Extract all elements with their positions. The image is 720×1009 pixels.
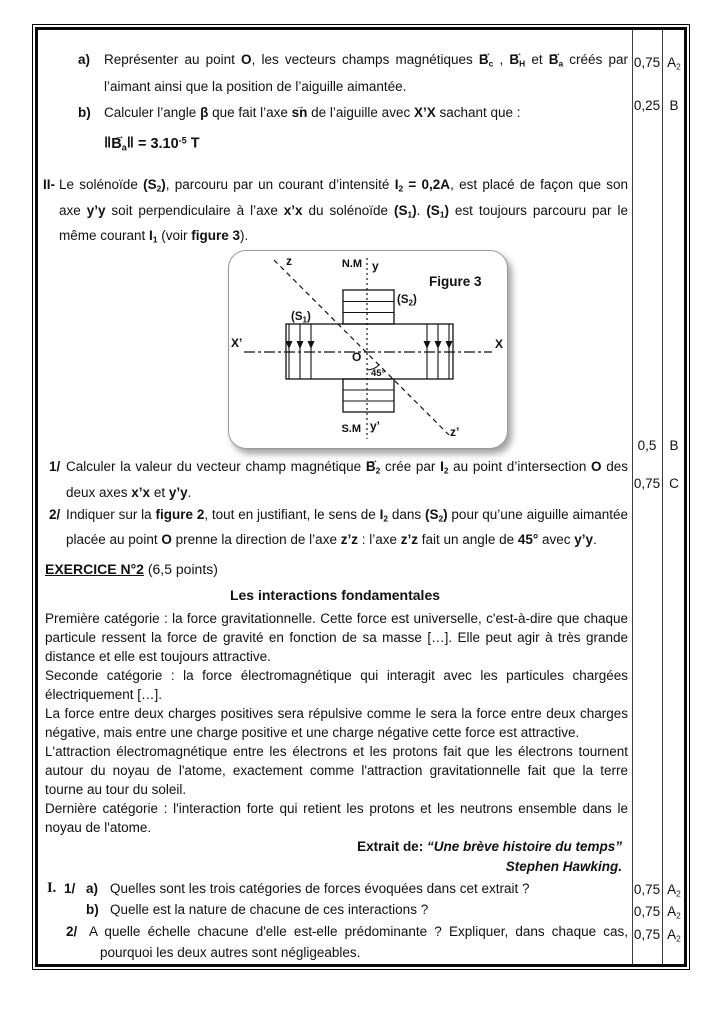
grade-level: $A_2$	[667, 904, 681, 921]
label-south-magnetic: S.M	[341, 423, 361, 436]
question-IIa	[42, 48, 628, 98]
paragraph: L'attraction électromagnétique entre les électrons et les protons fait que les électrons tournent autour du noyau de l'atome, exactement comme l'attraction gravitationnelle fait que la terre tourne au tour du soleil.	[45, 743, 628, 797]
grade-column-divider-1	[632, 30, 633, 964]
exercise2-extract	[42, 609, 628, 877]
solenoid-s2-top	[343, 290, 394, 324]
paragraph: La force entre deux charges positives sera répulsive comme le sera la force entre deux charges négative, mais entre une charge positive et une charge négative cette force est attractive.	[45, 705, 628, 740]
question-IIb-text: Calculer l’angle β que fait l’axe → sn de l’aiguille avec X’X sachant que :	[104, 105, 521, 120]
extract-author: Stephen Hawking.	[505, 858, 622, 874]
question-I1b-text: Quelle est la nature de chacune de ces interactions ?	[110, 902, 429, 918]
grade-score: 0,75	[633, 476, 661, 491]
label-x: X	[495, 337, 504, 352]
question-II1-text: Calculer la valeur du vecteur champ magnétique → $B_2$ crée par $I_2$ au point d’intersection O des deux axes x’x et y’y.	[66, 459, 628, 499]
current-direction-arrows	[286, 341, 453, 349]
section-II-intro	[42, 174, 628, 250]
label-s2: $(S_2)$	[397, 294, 417, 308]
question-I1-label: 1/	[64, 880, 76, 896]
grade-score: 0,25	[633, 98, 661, 113]
grade-column-divider-2	[662, 30, 663, 964]
question-II1-label: 1/	[49, 459, 61, 475]
question-IIb-label: b)	[78, 105, 91, 121]
label-x-prime: X’	[231, 336, 243, 351]
question-I1a	[42, 878, 628, 900]
grade-score: 0,5	[637, 438, 657, 453]
paragraph: Seconde catégorie : la force électromagnétique qui interagit avec les particules chargées électriquement […].	[45, 667, 628, 702]
grade-level: C	[669, 476, 679, 491]
section-II-text: Le solénoïde $(S_2)$, parcouru par un courant d’intensité $I_2 = 0,2A$, est placé de façon que son axe y’y soit perpendiculaire à l’axe x’x du solénoïde $(S_1)$. $(S_1)$ est toujours parcouru par le même courant $I_1$ (voir figure 3).	[59, 177, 628, 245]
grade-row	[632, 98, 686, 114]
figure-title: Figure 3	[429, 274, 482, 290]
question-II2-text: Indiquer sur la figure 2, tout en justifiant, le sens de $I_2$ dans $(S_2)$ pour qu’une aiguille aimantée placée au point O prenne la direction de l’axe z’z : l’axe z’z fait un angle de 45° avec y’y.	[66, 506, 628, 547]
part-I-label: I.	[47, 879, 57, 896]
label-north-magnetic: N.M	[341, 258, 362, 271]
label-origin-o: O	[352, 350, 362, 365]
grade-score: 0,75	[633, 55, 661, 70]
solenoid-s2-bottom	[343, 379, 394, 412]
question-II2-label: 2/	[49, 506, 61, 522]
figure-3-frame	[228, 250, 508, 449]
question-II1	[42, 456, 628, 502]
exercise2-heading-points: (6,5 points)	[143, 560, 218, 577]
paragraph: Dernière catégorie : l'interaction forte qui retient les protons et les neutrons ensemble dans le noyau de l'atome.	[45, 800, 628, 835]
grade-level: B	[669, 438, 679, 453]
grade-score: 0,75	[633, 927, 661, 942]
grade-row	[632, 882, 686, 898]
label-z-prime: z’	[450, 425, 460, 440]
grade-level: $A_2$	[667, 927, 681, 944]
label-s1: $(S_1)$	[291, 311, 311, 325]
page-outer-border	[32, 24, 690, 970]
extract-source: Extrait de: “Une brève histoire du temps”	[357, 838, 622, 854]
question-I1b-label: b)	[86, 902, 99, 918]
question-I1a-label: a)	[86, 880, 99, 896]
exercise2-heading	[42, 558, 628, 580]
label-z: z	[286, 254, 292, 269]
part-I-questions	[42, 878, 628, 964]
magnetic-field-formula: ‖→ $B_a‖ = 3.10^{-5}$ T	[42, 127, 628, 160]
question-I2-text: A quelle échelle chacune d'elle est-elle prédominante ? Expliquer, dans chaque cas, pourquoi les deux autres sont négligeables.	[89, 923, 628, 961]
grade-score: 0,75	[633, 904, 661, 919]
question-II2	[42, 504, 628, 551]
grade-score: 0,75	[633, 882, 661, 897]
grade-row	[632, 476, 686, 492]
grade-row	[632, 927, 686, 943]
figure-3	[228, 250, 508, 449]
figure-3-diagram	[229, 251, 508, 447]
exercise2-subtitle: Les interactions fondamentales	[229, 586, 441, 603]
grade-level: B	[669, 98, 679, 113]
question-IIa-text: Représenter au point O, les vecteurs champs magnétiques → $B_c$ , → $B_H$ et → $B_a$ créés par l’aimant ainsi que la position de l’aiguille aimantée.	[104, 52, 628, 94]
grade-row	[632, 904, 686, 920]
paragraph: Première catégorie : la force gravitationnelle. Cette force est universelle, c'est-à-dire que chaque particule ressent la force de gravité en fonction de sa masse […]. Elle peut agir à très grande distance et elle est toujours attractive.	[45, 610, 628, 664]
exercise2-heading-title: EXERCICE N°2	[45, 560, 144, 577]
label-y: y	[372, 259, 379, 274]
question-I1b	[42, 899, 628, 921]
question-IIa-label: a)	[78, 52, 91, 67]
document-body	[42, 30, 628, 964]
question-IIb	[42, 101, 628, 124]
question-I1a-text: Quelles sont les trois catégories de forces évoquées dans cet extrait ?	[110, 880, 530, 896]
grade-row	[632, 55, 686, 71]
grade-row	[632, 438, 686, 454]
grade-level: $A_2$	[667, 55, 681, 72]
grade-level: $A_2$	[667, 882, 681, 899]
page-inner-border	[35, 27, 687, 967]
label-angle-45: 45°	[371, 368, 386, 380]
label-y-prime: y’	[370, 419, 381, 434]
question-I2	[42, 921, 628, 964]
section-II-label: II-	[43, 177, 55, 193]
